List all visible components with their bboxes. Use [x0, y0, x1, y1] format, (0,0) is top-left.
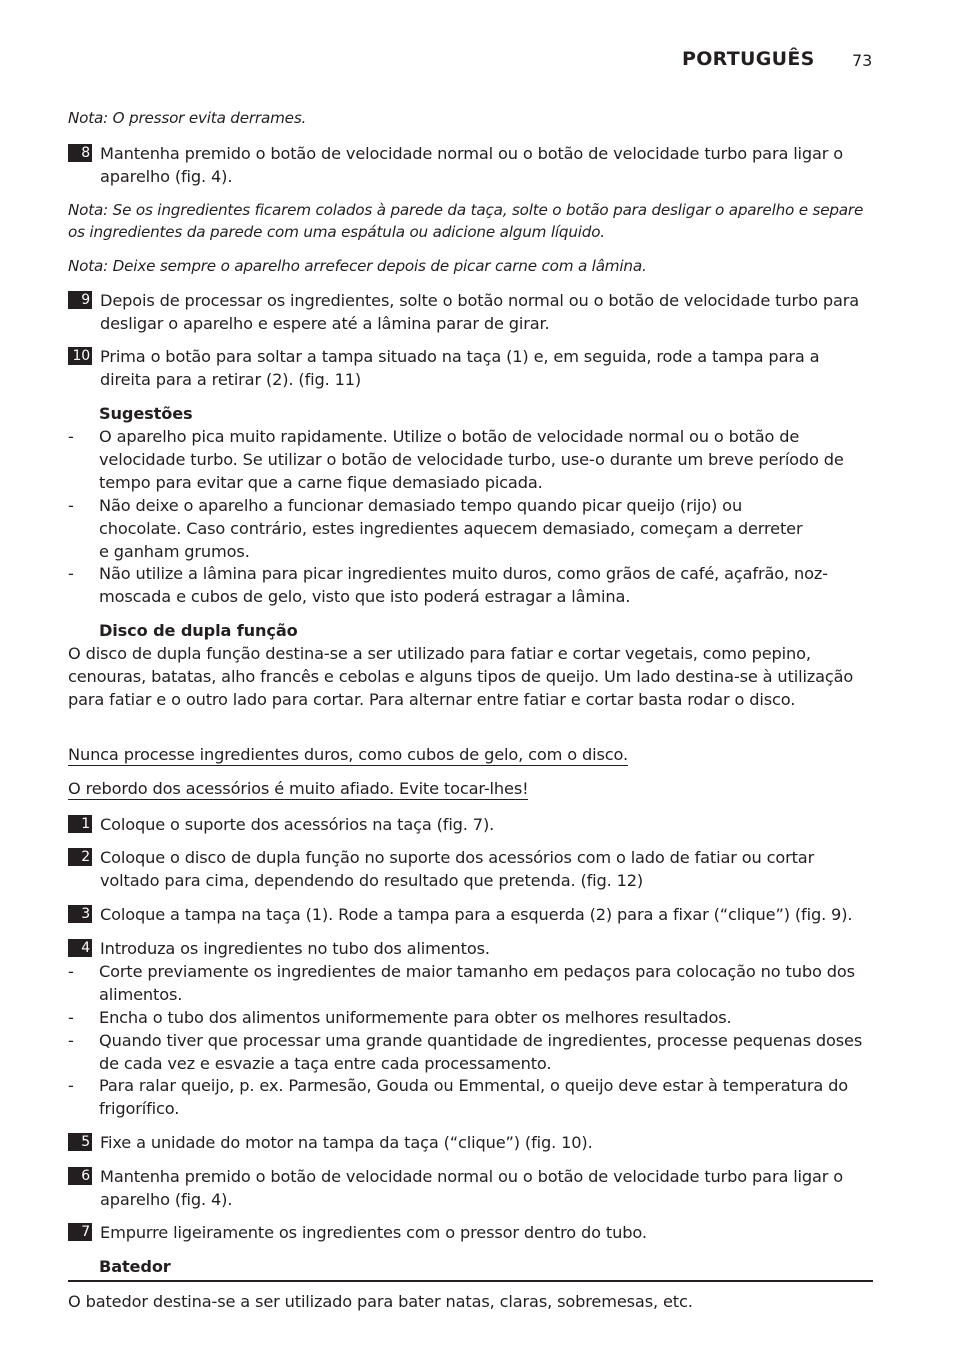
step-number: 10: [68, 347, 92, 365]
batedor-intro: O batedor destina-se a ser utilizado para bater natas, claras, sobremesas, etc.: [68, 1292, 693, 1311]
step-text: Prima o botão para soltar a tampa situado na taça (1) e, em seguida, rode a tampa para a direita para a retirar (2). (fig. 11): [100, 347, 820, 389]
section-divider: [68, 1280, 873, 1282]
step-number: 9: [68, 291, 92, 309]
section-heading-disco: Disco de dupla função: [99, 621, 298, 640]
list-item-text: Quando tiver que processar uma grande quantidade de ingredientes, processe pequenas doses de cada vez e esvazie a taça entre cada processamento.: [99, 1031, 863, 1073]
section-heading-sugestoes: Sugestões: [99, 404, 193, 423]
step-text: Coloque o suporte dos acessórios na taça (fig. 7).: [100, 815, 495, 834]
step-text: Coloque a tampa na taça (1). Rode a tampa para a esquerda (2) para a fixar (“clique”) (fig. 9).: [100, 905, 853, 924]
step-number: 1: [68, 815, 92, 833]
step-text: Coloque o disco de dupla função no suporte dos acessórios com o lado de fatiar ou cortar voltado para cima, dependendo do resultado que pretenda. (fig. 12): [100, 848, 815, 890]
list-item-text: Corte previamente os ingredientes de maior tamanho em pedaços para colocação no tubo dos alimentos.: [99, 962, 855, 1004]
warning-text: O rebordo dos acessórios é muito afiado. Evite tocar-lhes!: [68, 779, 529, 798]
step-5: [68, 1131, 874, 1154]
dash-marker: -: [68, 496, 74, 515]
step-text: Fixe a unidade do motor na tampa da taça (“clique”) (fig. 10).: [100, 1133, 593, 1152]
step-text: Depois de processar os ingredientes, solte o botão normal ou o botão de velocidade turbo para desligar o aparelho e espere até a lâmina parar de girar.: [100, 291, 860, 333]
step-text: Empurre ligeiramente os ingredientes com o pressor dentro do tubo.: [100, 1223, 647, 1242]
step-8: [68, 142, 874, 188]
step-7: [68, 1221, 874, 1244]
list-item-text: Para ralar queijo, p. ex. Parmesão, Gouda ou Emmental, o queijo deve estar à temperatura do frigorífico.: [99, 1076, 849, 1118]
list-item: [68, 1006, 878, 1029]
step-number: 4: [68, 939, 92, 957]
step-text: Mantenha premido o botão de velocidade normal ou o botão de velocidade turbo para ligar o aparelho (fig. 4).: [100, 144, 844, 186]
list-item: [68, 494, 878, 563]
step-number: 7: [68, 1223, 92, 1241]
list-item: [68, 1074, 878, 1120]
step-9: [68, 289, 874, 335]
section-heading-batedor: Batedor: [99, 1257, 171, 1276]
warning-sharp-edges: [68, 777, 528, 800]
step-number: 2: [68, 848, 92, 866]
note-pressor: Nota: O pressor evita derrames.: [68, 109, 307, 127]
step-2: [68, 846, 874, 892]
step-1: [68, 813, 874, 836]
dash-marker: -: [68, 427, 74, 446]
list-item-text: Encha o tubo dos alimentos uniformemente para obter os melhores resultados.: [99, 1008, 732, 1027]
list-item: [68, 425, 878, 494]
list-item-text: Não utilize a lâmina para picar ingredientes muito duros, como grãos de café, açafrão, noz-moscada e cubos de gelo, visto que isto poderá estragar a lâmina.: [99, 564, 828, 606]
dash-marker: -: [68, 1008, 74, 1027]
dash-marker: -: [68, 1076, 74, 1095]
list-item-text: Não deixe o aparelho a funcionar demasiado tempo quando picar queijo (rijo) ou chocolate. Caso contrário, estes ingredientes aquecem demasiado, começam a derreter e ganham grumos.: [99, 496, 803, 561]
list-item: [68, 960, 878, 1006]
list-item: [68, 1029, 878, 1075]
disco-intro: O disco de dupla função destina-se a ser utilizado para fatiar e cortar vegetais, como pepino, cenouras, batatas, alho francês e cebolas e alguns tipos de queijo. Um lado destina-se à utilização para fatiar e o outro lado para cortar. Para alternar entre fatiar e cortar basta rodar o disco.: [68, 644, 854, 709]
step-text: Mantenha premido o botão de velocidade normal ou o botão de velocidade turbo para ligar o aparelho (fig. 4).: [100, 1167, 844, 1209]
note-ingredients-stuck: Nota: Se os ingredientes ficarem colados à parede da taça, solte o botão para desligar o aparelho e separe os ingredientes da parede com uma espátula ou adicione algum líquido.: [68, 201, 864, 241]
warning-text: Nunca processe ingredientes duros, como cubos de gelo, com o disco.: [68, 745, 628, 764]
list-item-text: O aparelho pica muito rapidamente. Utilize o botão de velocidade normal ou o botão de velocidade turbo. Se utilizar o botão de velocidade turbo, use-o durante um breve período de tempo para evitar que a carne fique demasiado picada.: [99, 427, 844, 492]
note-cool-down: Nota: Deixe sempre o aparelho arrefecer depois de picar carne com a lâmina.: [68, 257, 647, 275]
step-10: [68, 345, 874, 391]
step-number: 6: [68, 1167, 92, 1185]
step-6: [68, 1165, 874, 1211]
step-number: 3: [68, 905, 92, 923]
warning-hard-ingredients: [68, 743, 628, 766]
step-number: 8: [68, 144, 92, 162]
step-number: 5: [68, 1133, 92, 1151]
dash-marker: -: [68, 962, 74, 981]
page-number: 73: [852, 51, 873, 70]
step-3: [68, 903, 880, 926]
step-text: Introduza os ingredientes no tubo dos alimentos.: [100, 939, 490, 958]
dash-marker: -: [68, 1031, 74, 1050]
section-language-title: PORTUGUÊS: [682, 48, 815, 70]
step-4: [68, 937, 874, 960]
dash-marker: -: [68, 564, 74, 583]
list-item: [68, 562, 878, 608]
